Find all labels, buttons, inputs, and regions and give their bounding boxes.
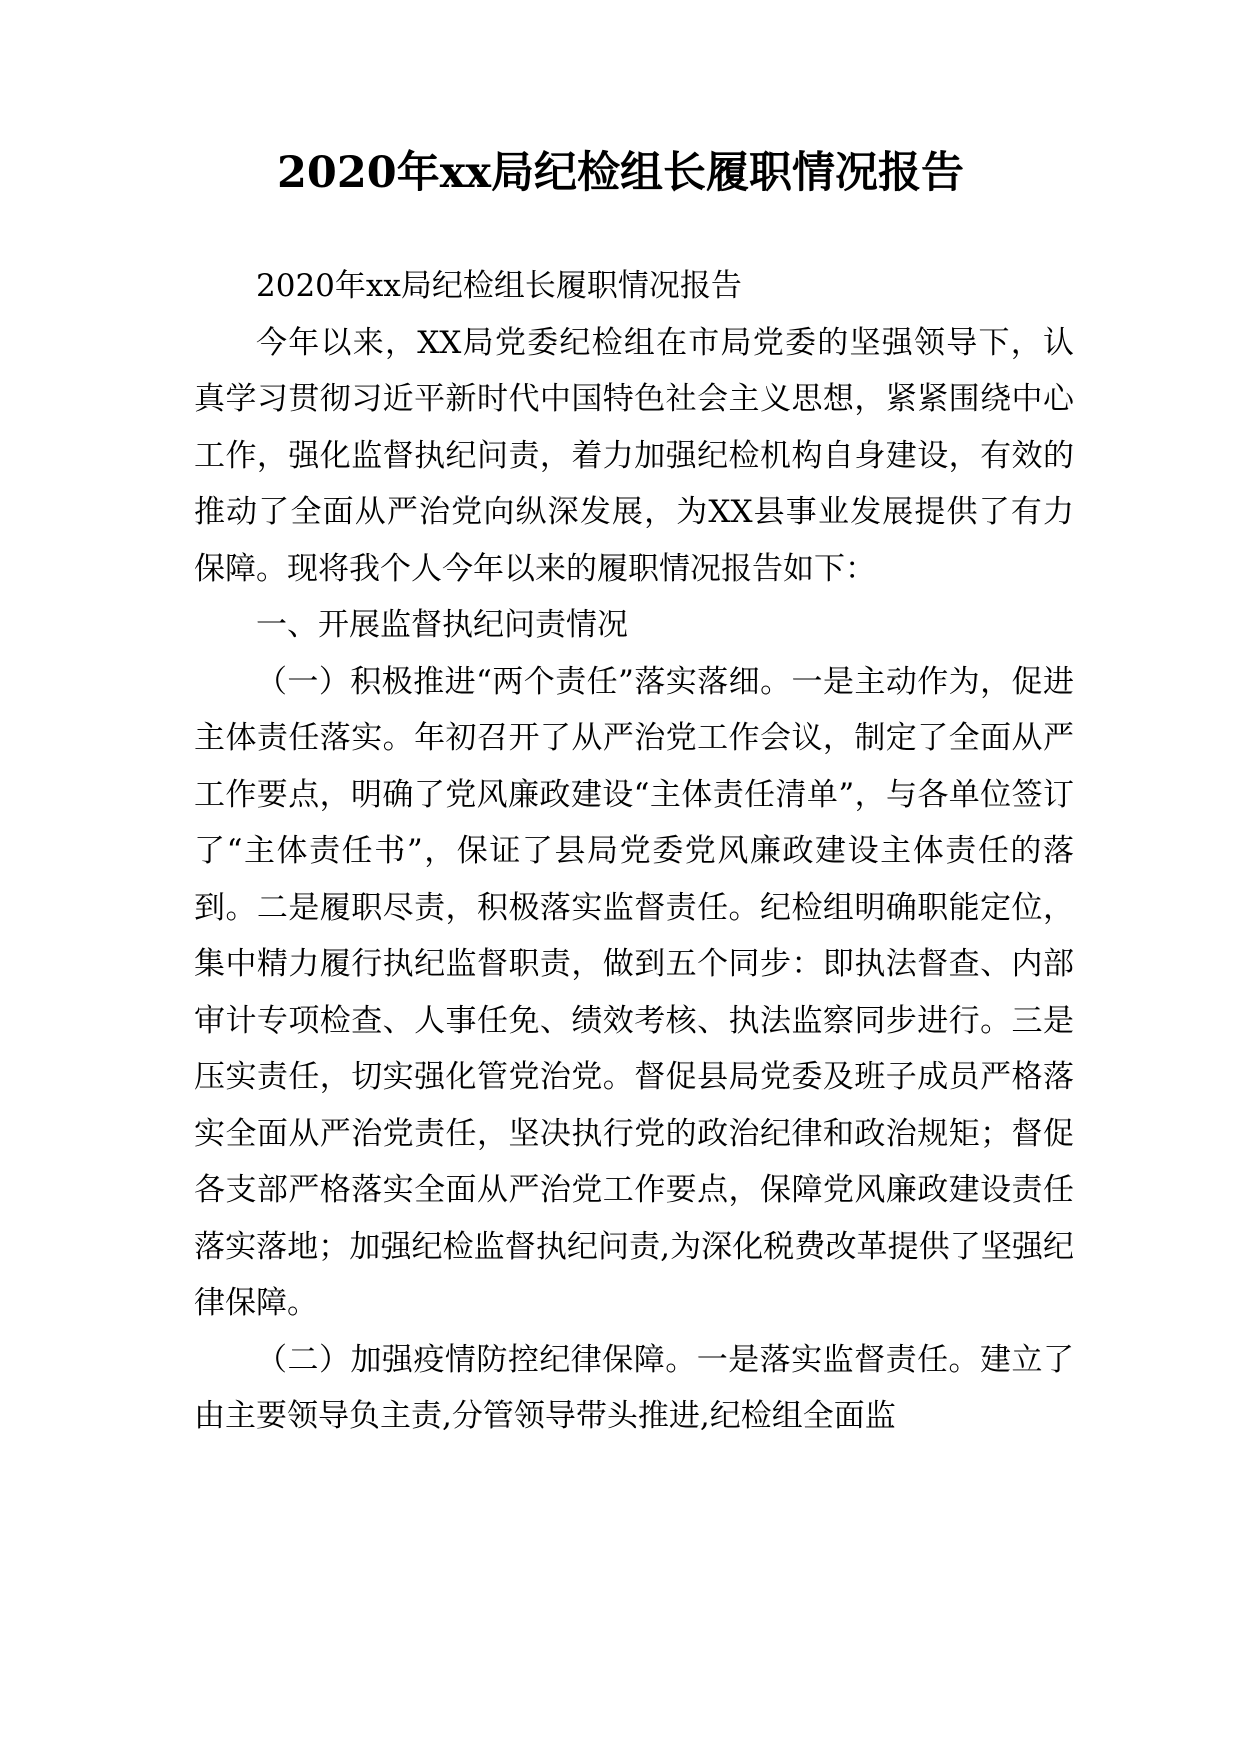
body-paragraph: （二）加强疫情防控纪律保障。一是落实监督责任。建立了由主要领导负主责,分管领导带头推进,纪检组全面监 [194, 1341, 1074, 1434]
intro-paragraph: 今年以来，XX局党委纪检组在市局党委的坚强领导下，认真学习贯彻习近平新时代中国特色社会主义思想，紧紧围绕中心工作，强化监督执纪问责，着力加强纪检机构自身建设，有效的推动了全面从严治党向纵深发展，为XX县事业发展提供了有力保障。现将我个人今年以来的履职情况报告如下： [194, 324, 1074, 587]
section-heading: 一、开展监督执纪问责情况 [256, 607, 628, 643]
document-title: 2020年xx局纪检组长履职情况报告 [277, 148, 964, 198]
body-paragraph: （一）积极推进“两个责任”落实落细。一是主动作为，促进主体责任落实。年初召开了从严治党工作会议，制定了全面从严工作要点，明确了党风廉政建设“主体责任清单”，与各单位签订了“主体责任书”，保证了县局党委党风廉政建设主体责任的落到。二是履职尽责，积极落实监督责任。纪检组明确职能定位，集中精力履行执纪监督职责，做到五个同步：即执法督查、内部审计专项检查、人事任免、绩效考核、执法监察同步进行。三是压实责任，切实强化管党治党。督促县局党委及班子成员严格落实全面从严治党责任，坚决执行党的政治纪律和政治规矩；督促各支部严格落实全面从严治党工作要点，保障党风廉政建设责任落实落地；加强纪检监督执纪问责,为深化税费改革提供了坚强纪律保障。 [194, 663, 1074, 1321]
document-subtitle: 2020年xx局纪检组长履职情况报告 [256, 268, 742, 304]
document-body [194, 258, 1074, 1445]
